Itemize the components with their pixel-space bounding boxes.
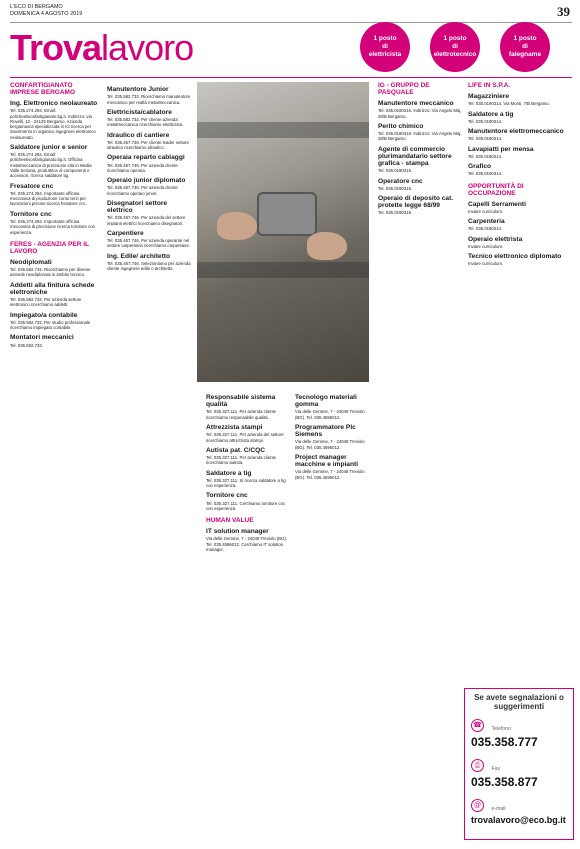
ad-title: Operaio di deposito cat. protette legge 68/99 [378,195,454,210]
ad-title: Programmatore Plc Siemens [295,424,356,439]
ad-body: Tel. 035.0190314. [468,171,503,177]
ad-body: Tel. 035.274.294. Importante officina meccanica di produzione conto terzi per lavorazioni precise ricerca fresatore cnc. [10,190,87,207]
ad-body: Tel. 035.467.746. Per azienda cliente ricerchiamo operaio junior. [107,185,178,196]
masthead-divider [10,77,572,78]
issue-date: DOMENICA 4 AGOSTO 2019 [10,11,83,17]
highlight-circle-carpenter: 1 posto di falegname [500,22,550,72]
section-title: LIFE IN S.P.A. [468,82,511,89]
ad-body: Via delle Gemme, 7 - 24048 Treviolo (BG). Tel. 035.4596012. Cerchiamo IT solution manager. [206,536,288,552]
contact-box [464,688,574,840]
ad-body: Tel. 035.582.732. [10,342,43,348]
ad-title: Manutentore meccanico [378,100,454,107]
fax-number[interactable]: 035.358.877 [471,775,538,789]
ad-body: Inviare curriculum. [468,208,504,214]
masthead-part2: lavoro [101,27,194,68]
ad-title: Attrezzista stampi [206,424,263,431]
ad-body: Via delle Gemme, 7 - 24048 Treviolo (BG). Tel. 035.4596012. [295,469,365,480]
ad-title: Lavapiatti per mensa [468,145,534,153]
ad-body: Tel. 035.327.111. Si ricerca saldatore a tig con esperienza. [206,477,286,489]
ad-title: Autista pat. C/CQC [206,446,265,454]
ad-title: Agente di commercio plurimandatario settore grafica - stampa [378,145,452,167]
ad-title: Addetti alla finitura schede elettroniche [10,281,95,296]
ad-body: Tel. 035.582.732. Ricerchiamo manutentore meccanico per realtà metalmeccanica. [107,94,191,105]
ad-body: Inviare curriculum. [468,243,504,249]
ad-body: Tel. 035.582.732. Ricerchiamo per diverse aziende neodiplomati in ambito tecnico. [10,267,91,278]
contact-box-title: Se avete segnalazioni o suggerimenti [474,693,564,711]
ad-title: Neodiplomati [10,258,52,266]
ad-body: Tel. 035.274.294. Email: policheetivonfartigianato.bg.it. Officina metalmeccanica di precisione sita in Media Valle Seriana, produttrice di componenti e accessori, ricerca saldatore tig. [10,152,92,179]
fax-icon: ⎙ [471,759,484,772]
column-5 [378,82,462,842]
ad-body: Tel. 035.467.746. Per azienda cliente ricerchiamo operaia. [107,162,178,173]
ad-title: Saldatore a tig [206,469,252,477]
ad-title: Tornitore cnc [10,210,52,218]
section-title: OPPORTUNITÀ DI OCCUPAZIONE [468,182,524,197]
page-number: 39 [557,4,570,19]
ad-body: Tel. 035.582.732. Per azienda settore elettronico ricerchiamo addetti. [10,297,82,308]
column-2 [107,82,191,842]
ad-title: IT solution manager [206,528,269,536]
ad-body: Tel. 035.0190314. Via Monti, 7/B Bergamo. [468,101,550,107]
column-4 [295,390,373,840]
email-icon: @ [471,799,484,812]
ad-title: Disegnatori settore elettrico [107,199,168,215]
ad-body: Tel. 035.582.732. Per studio professionale ricerchiamo impiegato contabile. [10,319,91,331]
ad-body: Tel. 035.274.294. Importante officina meccanica di precisione ricerca tornitore con esperienza. [10,218,96,235]
ad-title: Fresatore cnc [10,182,54,190]
ad-title: Carpenteria [468,218,505,225]
ad-title: Manutentore Junior [107,86,169,93]
ad-title: Tecnologo materiali gomma [295,394,357,409]
email-row [471,797,569,825]
ad-title: Perito chimico [378,122,424,130]
ad-title: Impiegato/a contabile [10,311,78,319]
ad-body: Tel. 035.467.746. Selezioniamo per azienda cliente ingegnere edile o architetto. [107,260,191,272]
ad-title: Montatori meccanici [10,334,74,342]
ad-body: Tel. 035.0190316. [378,210,413,216]
ad-body: Via delle Gemme, 7 - 24048 Treviolo (BG). Tel. 035.4596012. [295,439,365,450]
ad-title: Operatore cnc [378,177,423,185]
phone-label: Telefono [491,726,512,732]
ad-title: Ing. Elettronico neolaureato [10,100,98,107]
fax-label: Fax [491,766,501,772]
email-label: e-mail [491,806,506,812]
page-header [10,4,572,23]
ad-title: Grafico [468,163,492,170]
ad-title: Tornitore cnc [206,492,248,500]
ad-body: Tel. 035.327.111. Per azienda del settore ricerchiamo attrezzista stampi. [206,432,284,443]
ad-title: Responsabile sistema qualità [206,394,276,409]
phone-number[interactable]: 035.358.777 [471,735,538,749]
section-title: IG - GRUPPO DE PASQUALE [378,82,430,96]
ad-title: Operaio junior diplomato [107,177,186,185]
ad-body: Tel. 035.0190316. [378,185,413,191]
ad-title: Project manager macchine e impianti [295,454,359,469]
newspaper-name: L'ECO DI BERGAMO [10,4,63,10]
ad-title: Carpentiere [107,229,144,237]
ad-title: Saldatore junior e senior [10,143,88,151]
ad-title: Saldatore a tig [468,110,514,118]
ad-body: Inviare curriculum. [468,261,504,267]
ad-title: Magazziniere [468,93,510,100]
ad-body: Tel. 035.0190314. [468,118,503,124]
fax-row [471,757,569,789]
section-title: CONFARTIGIANATO IMPRESE BERGAMO [10,82,76,96]
masthead-part1: Trova [10,27,102,68]
ad-title: Operaia reparto cablaggi [107,154,185,162]
ad-body: Tel. 035.327.111. Per azienda cliente ricerchiamo autista. [206,455,277,466]
highlight-circle-electrotechnician: 1 posto di elettrotecnico [430,22,480,72]
ad-body: Tel. 035.0190314. [468,153,503,159]
ad-title: Operaio elettrista [468,235,523,243]
phone-icon: ☎ [471,719,484,732]
ad-body: Tel. 035.467.746. Per azienda del settore impianti elettrici ricerchiamo disegnatori. [107,215,186,226]
ad-title: Elettricista/cablatore [107,108,172,116]
column-1 [10,82,100,842]
email-address[interactable]: trovalavoro@eco.bg.it [471,815,566,825]
ad-body: Tel. 035.0190314. [468,226,503,232]
section-title: HUMAN VALUE [206,517,254,525]
ad-body: Tel. 035.0190314. [468,136,503,142]
ad-title: Manutentore elettromeccanico [468,128,564,135]
photo-worker-hands [197,82,369,382]
ad-title: Capelli Serramenti [468,200,526,208]
ad-body: Tel. 035.582.732. Per cliente azienda metalmeccanica ricerchiamo elettricista. [107,117,184,128]
ad-title: Tecnico elettronico diplomato [468,253,562,260]
ad-body: Tel. 035.467.746. Per azienda operante nel settore carpenteria ricerchiamo carpentiere. [107,238,191,249]
column-3 [206,390,290,840]
phone-row [471,717,569,749]
ad-body: Tel. 035.274.294. Email: policheetivonfartigianato.bg.it. Indirizzo: via Rovelli, 12 - 24125 Bergamo. Azienda bergamasca specializzata in Ict ricerca per inserimento in organico ingegnere elettronico neolaureato. [10,108,96,140]
ad-title: Idraulico di cantiere [107,131,170,139]
section-title: FERES - AGENZIA PER IL LAVORO [10,240,89,255]
column-6 [468,82,572,682]
ad-body: Tel. 035.0190316. Indirizzo: Via Angelo Maj, 28/B Bergamo. [378,131,462,142]
ad-body: Via delle Gemme, 7 - 24048 Treviolo (BG). Tel. 035.4596012. [295,409,365,420]
ad-body: Tel. 035.0190316. Indirizzo: Via Angelo Maj, 28/B Bergamo. [378,108,462,119]
ad-body: Tel. 035.327.111. Per azienda cliente ricerchiamo responsabile qualità. [206,409,277,420]
ad-title: Ing. Edile/ architetto [107,252,171,260]
ad-body: Tel. 035.0190316. [378,168,413,174]
highlight-circle-electrician: 1 posto di elettricista [360,22,410,72]
ad-body: Tel. 035.327.111. Cerchiamo tornitore cnc con esperienza. [206,500,286,511]
section-masthead [10,28,193,68]
ad-body: Tel. 035.467.746. Per cliente leader settore idraulico ricerchiamo idraulico. [107,139,189,151]
